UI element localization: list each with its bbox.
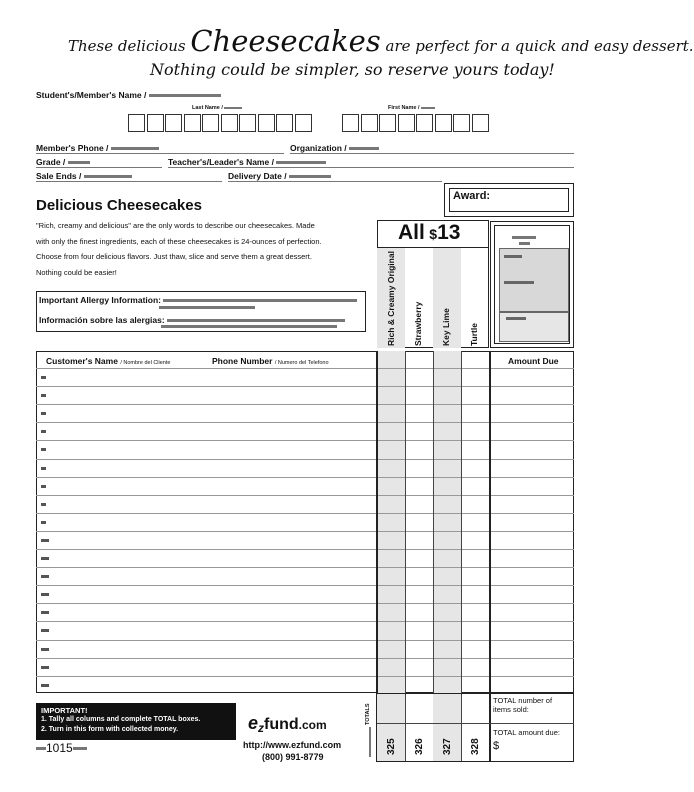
- table-row[interactable]: [36, 422, 574, 423]
- price-currency: $: [429, 226, 438, 242]
- table-row[interactable]: [36, 603, 574, 604]
- table-row[interactable]: [36, 676, 574, 677]
- header-line-1: [68, 24, 694, 58]
- table-row[interactable]: [36, 495, 574, 496]
- last-name-text: Last Name /: [192, 105, 223, 111]
- allergy-en-label: [39, 295, 357, 305]
- table-row[interactable]: [36, 477, 574, 478]
- table-row[interactable]: [36, 640, 574, 641]
- important-box: [36, 703, 236, 740]
- first-name-label: [388, 105, 435, 111]
- description-line-1: "Rich, creamy and delicious" are the only words to describe our cheesecakes. Made: [36, 221, 315, 230]
- placeholder-bar: [504, 255, 522, 258]
- important-title: IMPORTANT!: [41, 706, 88, 715]
- header-line-2: Nothing could be simpler, so reserve yours today!: [150, 60, 555, 79]
- row-number-marker: [41, 412, 46, 415]
- grade-line[interactable]: [36, 167, 162, 168]
- last-name-letter-box[interactable]: [239, 114, 256, 132]
- placeholder-bar: [149, 94, 221, 97]
- organization-text: Organization /: [290, 143, 347, 153]
- total-dollar-sign: $: [493, 740, 500, 752]
- description-line-2: with only the finest ingredients, each of these cheesecakes is 24-ounces of perfection.: [36, 236, 322, 246]
- totals-label: TOTALS: [365, 703, 371, 725]
- award-box[interactable]: [444, 183, 574, 217]
- first-name-letter-box[interactable]: [342, 114, 359, 132]
- table-row[interactable]: [36, 440, 574, 441]
- teacher-text: Teacher's/Leader's Name /: [168, 157, 274, 167]
- last-name-letter-box[interactable]: [258, 114, 275, 132]
- phone-contact: (800) 991-8779: [262, 752, 324, 762]
- header-cheesecakes: Cheesecakes: [190, 24, 381, 58]
- organization-label: [290, 143, 379, 153]
- table-row[interactable]: [36, 658, 574, 659]
- row-number-marker: [41, 521, 46, 524]
- first-name-letter-box[interactable]: [398, 114, 415, 132]
- placeholder-bar: [36, 747, 46, 750]
- ezfund-logo: [248, 713, 327, 734]
- product-description: [36, 218, 376, 280]
- last-name-letter-box[interactable]: [221, 114, 238, 132]
- row-number-marker: [41, 648, 49, 651]
- product-image-frame: [490, 221, 574, 348]
- table-row[interactable]: [36, 459, 574, 460]
- placeholder-bar: [159, 306, 255, 309]
- placeholder-bar: [349, 147, 379, 150]
- members-phone-label: [36, 143, 159, 153]
- flavor-code-326: 326: [414, 738, 425, 755]
- description-line-3: Choose from four delicious flavors. Just thaw, slice and serve them a great dessert.: [36, 252, 312, 261]
- row-number-marker: [41, 394, 46, 397]
- first-name-letter-box[interactable]: [453, 114, 470, 132]
- grade-text: Grade /: [36, 157, 66, 167]
- flavor-name-325: Rich & Creamy Original: [386, 251, 396, 346]
- first-name-letter-box[interactable]: [472, 114, 489, 132]
- customer-name-text: Customer's Name: [46, 356, 118, 366]
- product-title: Delicious Cheesecakes: [36, 197, 202, 214]
- phone-number-text: Phone Number: [212, 356, 273, 366]
- members-phone-text: Member's Phone /: [36, 143, 109, 153]
- description-line-4: Nothing could be easier!: [36, 267, 117, 277]
- sale-ends-text: Sale Ends /: [36, 171, 82, 181]
- last-name-letter-box[interactable]: [184, 114, 201, 132]
- price-text: [398, 221, 460, 245]
- placeholder-bar: [111, 147, 159, 150]
- phone-number-es: / Numero del Telefono: [274, 360, 329, 366]
- customer-name-es: / Nombre del Cliente: [120, 360, 171, 366]
- customer-name-header: [46, 356, 170, 366]
- flavor-code-327: 327: [442, 738, 453, 755]
- placeholder-bar: [224, 107, 242, 109]
- form-number-text: 1015: [46, 741, 73, 755]
- row-number-marker: [41, 557, 49, 560]
- row-number-marker: [41, 376, 46, 379]
- col-shade-327: [433, 351, 461, 693]
- flavor-name-328: Turtle: [469, 323, 479, 346]
- row-number-marker: [41, 593, 49, 596]
- table-row[interactable]: [36, 368, 574, 369]
- logo-fund: fund: [264, 716, 299, 733]
- allergy-es-label: [39, 315, 345, 325]
- row-number-marker: [41, 539, 49, 542]
- award-label: Award:: [453, 190, 491, 202]
- allergy-es-text: Información sobre las alergias:: [39, 315, 165, 325]
- logo-com: .com: [298, 718, 327, 732]
- row-number-marker: [41, 611, 49, 614]
- last-name-letter-box[interactable]: [276, 114, 293, 132]
- price-box: [377, 220, 489, 248]
- last-name-letter-box[interactable]: [128, 114, 145, 132]
- last-name-letter-box[interactable]: [295, 114, 312, 132]
- delivery-date-text: Delivery Date /: [228, 171, 287, 181]
- website-url[interactable]: http://www.ezfund.com: [243, 740, 342, 750]
- last-name-letter-box[interactable]: [147, 114, 164, 132]
- header-line-1-pre: These delicious: [68, 37, 186, 55]
- delivery-date-label: [228, 171, 331, 181]
- members-phone-line[interactable]: [36, 153, 284, 154]
- important-line-2: 2. Turn in this form with collected money.: [41, 726, 179, 733]
- product-image-caption: [499, 312, 569, 342]
- placeholder-bar: [84, 175, 132, 178]
- amount-due-header: Amount Due: [508, 356, 559, 366]
- product-image-placeholder: [499, 248, 569, 312]
- placeholder-bar: [68, 161, 90, 164]
- row-number-marker: [41, 430, 46, 433]
- delivery-date-line[interactable]: [228, 181, 442, 182]
- placeholder-bar: [161, 325, 337, 328]
- flavor-code-325: 325: [386, 738, 397, 755]
- header-line-1-post: are perfect for a quick and easy dessert.: [385, 37, 694, 55]
- table-row[interactable]: [36, 567, 574, 568]
- last-name-letter-box[interactable]: [165, 114, 182, 132]
- row-number-marker: [41, 666, 49, 669]
- total-items-sold[interactable]: TOTAL number of items sold:: [493, 696, 553, 714]
- form-number: [36, 741, 87, 755]
- placeholder-bar: [289, 175, 331, 178]
- table-row[interactable]: [36, 513, 574, 514]
- table-row[interactable]: [36, 549, 574, 550]
- phone-number-header: [212, 356, 329, 366]
- last-name-label: [192, 105, 242, 111]
- logo-e: e: [248, 713, 259, 733]
- product-image-inner: [494, 225, 570, 344]
- important-line-1: 1. Tally all columns and complete TOTAL boxes.: [41, 716, 201, 723]
- price-amount: 13: [437, 221, 461, 244]
- col-shade-325: [377, 351, 405, 693]
- flavor-name-327: Key Lime: [441, 308, 451, 346]
- placeholder-bar: [512, 236, 536, 239]
- logo-z: z: [258, 721, 265, 735]
- table-row[interactable]: [36, 531, 574, 532]
- placeholder-bar: [167, 319, 345, 322]
- order-table: [36, 351, 574, 693]
- flavor-code-328: 328: [470, 738, 481, 755]
- grade-label: [36, 157, 90, 167]
- table-row[interactable]: [36, 404, 574, 405]
- first-name-letter-box[interactable]: [416, 114, 433, 132]
- row-number-marker: [41, 503, 46, 506]
- placeholder-bar: [519, 242, 530, 245]
- teacher-label: [168, 157, 326, 167]
- first-name-letter-box[interactable]: [361, 114, 378, 132]
- placeholder-bar: [504, 281, 534, 284]
- sale-ends-line[interactable]: [36, 181, 222, 182]
- teacher-line[interactable]: [168, 167, 574, 168]
- table-row[interactable]: [36, 621, 574, 622]
- first-name-letter-box[interactable]: [379, 114, 396, 132]
- student-name-label: [36, 90, 221, 100]
- row-number-marker: [41, 575, 49, 578]
- allergy-en-text: Important Allergy Information:: [39, 295, 161, 305]
- row-number-marker: [41, 448, 46, 451]
- placeholder-bar: [73, 747, 87, 750]
- last-name-letter-box[interactable]: [202, 114, 219, 132]
- flavor-name-326: Strawberry: [413, 301, 423, 346]
- row-number-marker: [41, 485, 46, 488]
- table-row[interactable]: [36, 386, 574, 387]
- allergy-box: [36, 291, 366, 332]
- organization-line[interactable]: [290, 153, 574, 154]
- student-name-text: Student's/Member's Name /: [36, 90, 147, 100]
- total-amount-due[interactable]: TOTAL amount due:: [493, 728, 560, 737]
- sale-ends-label: [36, 171, 132, 181]
- placeholder-bar: [506, 317, 526, 320]
- table-row[interactable]: [36, 585, 574, 586]
- placeholder-bar: [276, 161, 326, 164]
- placeholder-bar: [421, 107, 435, 109]
- row-number-marker: [41, 467, 46, 470]
- price-all: All: [398, 221, 425, 244]
- row-number-marker: [41, 629, 49, 632]
- placeholder-bar: [163, 299, 357, 302]
- row-number-marker: [41, 684, 49, 687]
- first-name-letter-box[interactable]: [435, 114, 452, 132]
- first-name-text: First Name /: [388, 105, 420, 111]
- totals-divider: [377, 723, 574, 724]
- totals-bar: [369, 727, 371, 757]
